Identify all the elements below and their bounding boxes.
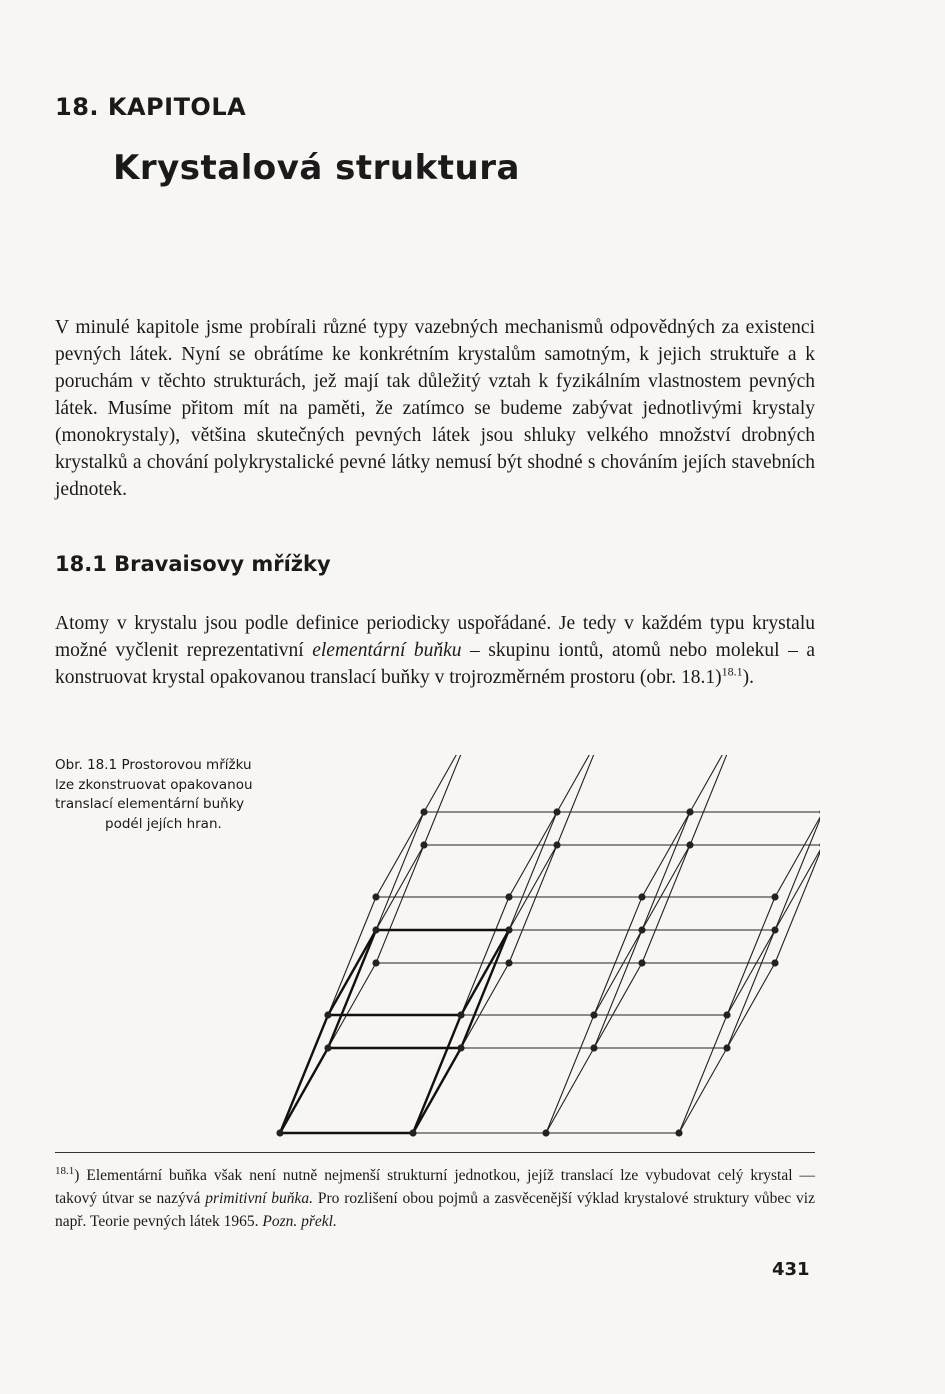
lattice-atom — [590, 1044, 597, 1051]
unit-cell-edge — [413, 1048, 461, 1133]
lattice-edge — [461, 963, 509, 1048]
footnote-rule — [55, 1152, 815, 1153]
lattice-atom — [723, 1011, 730, 1018]
lattice-atom — [372, 926, 379, 933]
lattice-atom — [638, 893, 645, 900]
unit-cell-edge — [413, 1015, 461, 1133]
lattice-atom — [276, 1129, 283, 1136]
lattice-atom — [457, 1011, 464, 1018]
lattice-atom — [457, 1044, 464, 1051]
caption-line: podél jejích hran. — [105, 815, 222, 832]
lattice-atom — [771, 893, 778, 900]
lattice-atom — [590, 1011, 597, 1018]
section-paragraph — [55, 610, 815, 691]
footnote — [55, 1160, 815, 1233]
lattice-edge — [546, 1048, 594, 1133]
page-number: 431 — [772, 1259, 810, 1280]
lattice-atom — [638, 926, 645, 933]
lattice-edge — [727, 930, 775, 1015]
lattice-edge — [546, 1015, 594, 1133]
lattice-atom — [372, 893, 379, 900]
lattice-atom — [505, 959, 512, 966]
footnote-marker-close: ) — [74, 1167, 80, 1185]
lattice-figure — [260, 755, 820, 1145]
footnote-translator-note: Pozn. překl. — [262, 1213, 337, 1231]
lattice-edge — [679, 1048, 727, 1133]
section-term-elementary-cell: elementární buňku — [312, 640, 462, 661]
section-heading: 18.1 Bravaisovy mřížky — [55, 552, 331, 576]
lattice-atom — [675, 1129, 682, 1136]
lattice-edge — [727, 897, 775, 1015]
lattice-edge — [679, 1015, 727, 1133]
lattice-atom — [723, 1044, 730, 1051]
lattice-edge — [642, 812, 690, 897]
caption-line: lze zkonstruovat opakovanou — [55, 776, 253, 793]
chapter-title: Krystalová struktura — [113, 148, 520, 188]
chapter-label: 18. KAPITOLA — [55, 93, 247, 121]
lattice-edge — [642, 845, 690, 963]
lattice-edge — [328, 963, 376, 1048]
lattice-atom — [542, 1129, 549, 1136]
footnote-text-b: Pro rozlišení obou pojmů a zasvěcenější výklad krystalové struktury vůbec viz např. Teorie pevných látek 1965. — [55, 1190, 815, 1231]
lattice-edge — [509, 845, 557, 963]
lattice-atom — [819, 841, 820, 848]
lattice-edge — [594, 897, 642, 1015]
lattice-atom — [553, 808, 560, 815]
lattice-atom — [324, 1011, 331, 1018]
lattice-edge — [557, 755, 605, 812]
unit-cell-edge — [461, 930, 509, 1048]
lattice-edge — [509, 812, 557, 897]
lattice-atom — [420, 808, 427, 815]
lattice-edge — [509, 812, 557, 930]
unit-cell-edge — [328, 930, 376, 1015]
lattice-atom — [771, 959, 778, 966]
footnote-term-primitive-cell: primitivní buňka. — [205, 1190, 314, 1208]
unit-cell-edge — [280, 1048, 328, 1133]
lattice-edge — [376, 845, 424, 930]
lattice-edge — [642, 845, 690, 930]
section-text-b: – skupinu iontů, atomů nebo molekul – a konstruovat krystal opakovanou translací buňky v trojrozměrném prostoru (obr. 18.1) — [55, 640, 815, 688]
lattice-edge — [642, 812, 690, 930]
lattice-edge — [727, 930, 775, 1048]
lattice-edge — [424, 755, 472, 812]
lattice-edge — [509, 845, 557, 930]
unit-cell-edge — [280, 1015, 328, 1133]
lattice-atom — [686, 808, 693, 815]
lattice-edge — [727, 963, 775, 1048]
lattice-atom — [505, 893, 512, 900]
lattice-atom — [686, 841, 693, 848]
lattice-edge — [594, 963, 642, 1048]
lattice-edge — [594, 930, 642, 1048]
figure-caption — [55, 756, 290, 834]
unit-cell-edge — [328, 930, 376, 1048]
section-text-c: ). — [742, 667, 755, 688]
lattice-atom — [324, 1044, 331, 1051]
caption-line: Obr. 18.1 Prostorovou mřížku — [55, 757, 252, 773]
lattice-atom — [819, 808, 820, 815]
lattice-edge — [328, 897, 376, 1015]
caption-line: translací elementární buňky — [55, 796, 245, 812]
lattice-edge — [376, 812, 424, 930]
lattice-atom — [409, 1129, 416, 1136]
footnote-marker: 18.1 — [55, 1165, 75, 1177]
lattice-edge — [376, 845, 424, 963]
lattice-atom — [505, 926, 512, 933]
unit-cell-edge — [461, 930, 509, 1015]
lattice-edge — [376, 812, 424, 897]
lattice-atom — [771, 926, 778, 933]
lattice-atom — [553, 841, 560, 848]
footnote-text-a: Elementární buňka však není nutně nejmenší strukturní jednotkou, jejíž translací lze vybudovat celý krystal — takový útvar se nazývá — [55, 1167, 815, 1208]
intro-paragraph: V minulé kapitole jsme probírali různé typy vazebných mechanismů odpovědných za existenci pevných látek. Nyní se obrátíme ke konkrétním krystalům samotným, k jejich struktuře a k poruchám v těchto strukturách, jež mají tak důležitý vztah k fyzikálním vlastnostem pevných látek. Musíme přitom mít na paměti, že zatímco se budeme zabývat jednotlivými krystaly (monokrystaly), většina skutečných pevných látek jsou shluky velkého množství drobných krystalků a chování polykrystalické pevné látky nemusí být shodné s chováním jejích stavebních jednotek. — [55, 317, 815, 500]
lattice-atom — [420, 841, 427, 848]
lattice-edge — [594, 930, 642, 1015]
section-text-a: Atomy v krystalu jsou podle definice periodicky uspořádané. Je tedy v každém typu krystalu možné vyčlenit reprezentativní — [55, 613, 815, 661]
lattice-edge — [461, 897, 509, 1015]
footnote-reference[interactable]: 18.1 — [721, 664, 743, 679]
lattice-atom — [638, 959, 645, 966]
lattice-atom — [372, 959, 379, 966]
lattice-edge — [775, 812, 820, 897]
lattice-edge — [690, 755, 738, 812]
unit-cell-highlight — [280, 930, 509, 1133]
